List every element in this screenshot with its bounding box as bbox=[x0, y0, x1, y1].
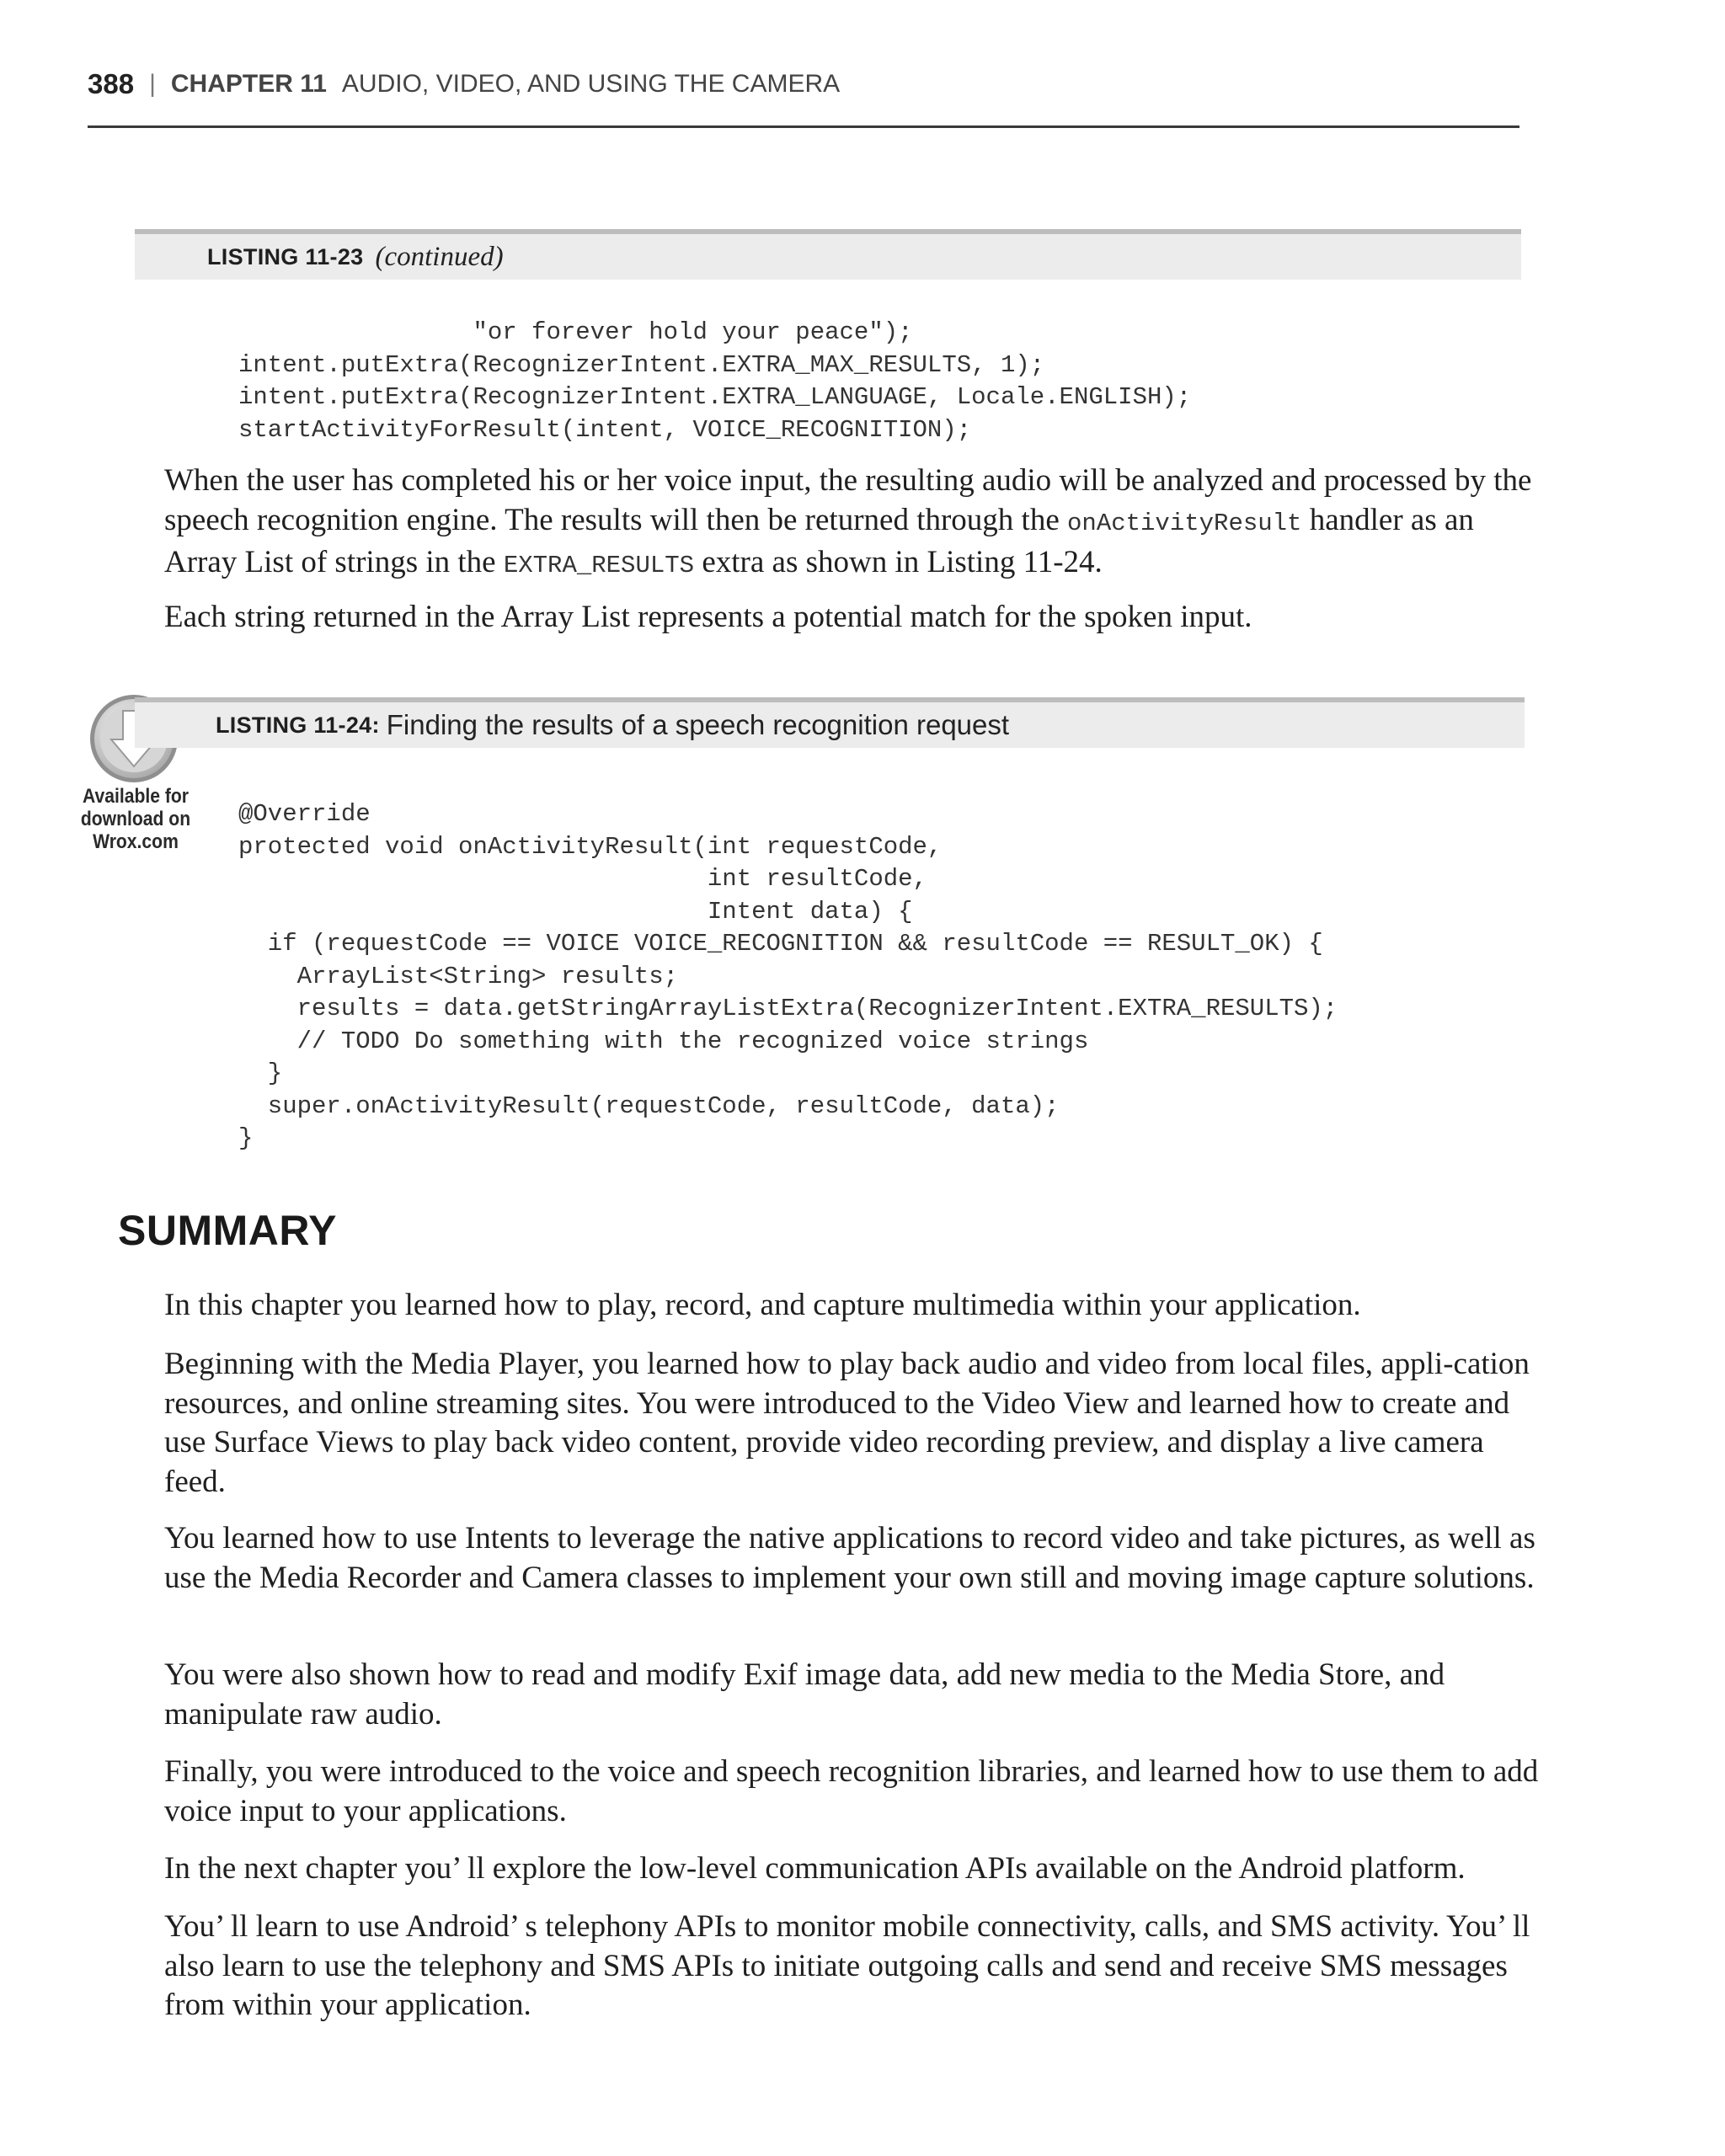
summary-paragraph: Beginning with the Media Player, you learned how to play back audio and video from local files, appli-cation resources, and online streaming sites. You were introduced to the Video View and learned how to create and use Surface Views to play back video content, provide video recording preview, and display a live camera feed. bbox=[164, 1347, 1530, 1499]
chapter-label: CHAPTER 11 bbox=[170, 70, 327, 98]
badge-line: Wrox.com bbox=[93, 830, 179, 853]
badge-line: Available for bbox=[83, 785, 189, 808]
summary-paragraph: You were also shown how to read and modify Exif image data, add new media to the Media Store, and manipulate raw audio. bbox=[164, 1657, 1445, 1732]
inline-code: onActivityResult bbox=[1067, 509, 1302, 537]
summary-paragraph: In this chapter you learned how to play, record, and capture multimedia within your application. bbox=[164, 1288, 1361, 1322]
header-separator: | bbox=[149, 70, 156, 98]
running-header bbox=[88, 67, 1519, 101]
summary-paragraph: In the next chapter you’ ll explore the low-level communication APIs available on the Android platform. bbox=[164, 1851, 1466, 1886]
chapter-title: AUDIO, VIDEO, AND USING THE CAMERA bbox=[341, 70, 841, 98]
inline-code: EXTRA_RESULTS bbox=[503, 552, 695, 579]
listing-caption: Finding the results of a speech recognition request bbox=[386, 709, 1010, 740]
text-run: When the user has completed his or her voice input, the resulting audio will be analyzed and processed by the speech recognition engine. The results will then be returned through the bbox=[164, 463, 1532, 537]
summary-paragraph: You learned how to use Intents to leverage the native applications to record video and take pictures, as well as use the Media Recorder and Camera classes to implement your own still and moving image capture solutions. bbox=[164, 1521, 1535, 1595]
code-block-listing-11-23: "or forever hold your peace"); intent.putExtra(RecognizerIntent.EXTRA_MAX_RESULTS, 1); intent.putExtra(RecognizerIntent.EXTRA_LANGUAGE, Locale.ENGLISH); startActivityForResult(intent, VOICE_RECOGNITION); bbox=[238, 318, 1192, 444]
badge-text bbox=[76, 785, 196, 853]
header-rule bbox=[88, 125, 1519, 128]
listing-label: LISTING 11-23 bbox=[207, 243, 364, 270]
badge-line: download on bbox=[80, 808, 191, 830]
summary-paragraph: Finally, you were introduced to the voice and speech recognition libraries, and learned how to use them to add voice input to your applications. bbox=[164, 1754, 1539, 1828]
body-paragraph bbox=[164, 462, 1546, 586]
listing-suffix: (continued) bbox=[375, 241, 504, 272]
section-heading: SUMMARY bbox=[118, 1207, 337, 1254]
summary-paragraph: You’ ll learn to use Android’ s telephony APIs to monitor mobile connectivity, calls, and SMS activity. You’ ll also learn to use the telephony and SMS APIs to initiate outgoing calls and send and receive SMS messages from within your application. bbox=[164, 1909, 1530, 2022]
code-block-listing-11-24: @Override protected void onActivityResult(int requestCode, int resultCode, Intent data) { if (requestCode == VOICE VOICE_RECOGNITION && resultCode == RESULT_OK) { ArrayList<String> results; results = data.getStringArrayListExtra(RecognizerIntent.EXTRA_RESULTS); // TODO Do something with the recognized voice strings } super.onActivityResult(requestCode, resultCode, data); } bbox=[238, 800, 1338, 1152]
listing-11-23-bar bbox=[135, 229, 1521, 280]
body-paragraph: Each string returned in the Array List represents a potential match for the spoken input. bbox=[164, 600, 1252, 634]
listing-11-24-bar bbox=[135, 697, 1525, 748]
page-number: 388 bbox=[88, 68, 135, 99]
text-run: handler as an Array List of strings in the bbox=[164, 502, 1474, 579]
text-run: extra as shown in Listing 11-24. bbox=[694, 545, 1103, 579]
listing-label: LISTING 11-24: bbox=[216, 712, 380, 738]
